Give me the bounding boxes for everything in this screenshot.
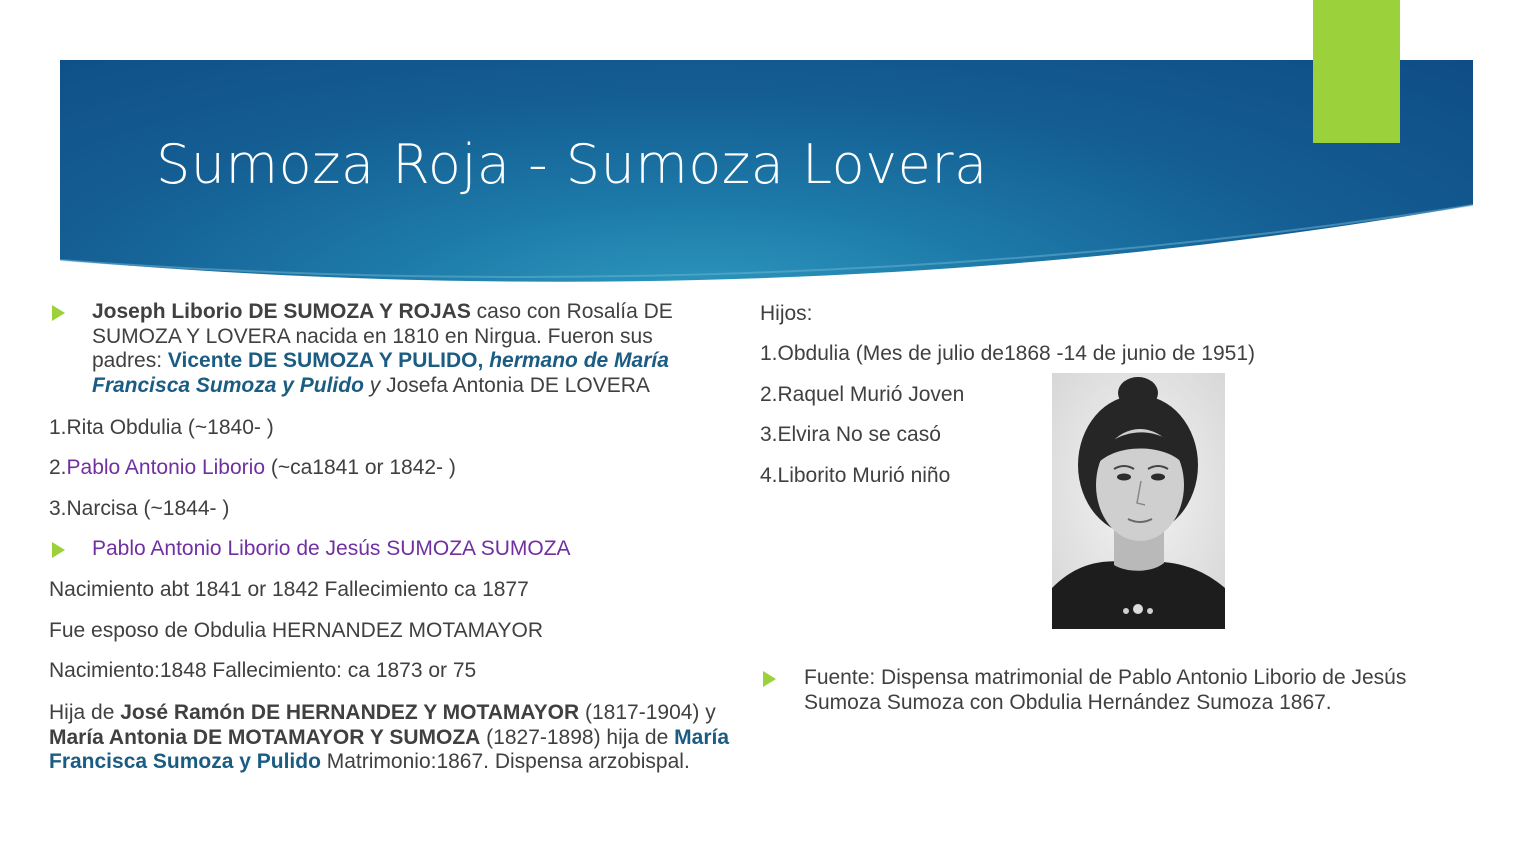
spouse-line: Fue esposo de Obdulia HERNANDEZ MOTAMAYOR xyxy=(49,619,544,642)
y-conj: y xyxy=(363,373,381,397)
intro-text: caso con Rosalía DE SUMOZA Y LOVERA nacida en 1810 en Nirgua. Fueron sus padres: xyxy=(92,300,673,372)
portrait-photo xyxy=(1052,373,1225,629)
maria-antonia-name: María Antonia DE MOTAMAYOR Y SUMOZA xyxy=(49,725,481,749)
hija-t4: Matrimonio:1867. Dispensa arzobispal. xyxy=(320,750,690,773)
bullet-arrow-icon xyxy=(763,671,776,687)
hijos-label: Hijos: xyxy=(760,302,813,325)
intro-paragraph xyxy=(92,300,722,398)
hija-t1: Hija de xyxy=(49,701,121,724)
maria-francisca-name: María Francisca Sumoza y Pulido xyxy=(49,725,729,773)
child-1: 1.Rita Obdulia (~1840- ) xyxy=(49,416,274,439)
child-2-name: Pablo Antonio Liborio xyxy=(66,456,266,479)
hija-t2: (1817-1904) y xyxy=(579,701,716,724)
child-2 xyxy=(49,456,456,481)
child-2-dates: (~ca1841 or 1842- ) xyxy=(265,456,456,479)
hijo-3: 3.Elvira No se casó xyxy=(760,423,941,446)
hijo-4: 4.Liborito Murió niño xyxy=(760,464,951,487)
bullet-arrow-icon xyxy=(52,305,65,321)
source-note: Fuente: Dispensa matrimonial de Pablo Antonio Liborio de Jesús Sumoza Sumoza con Obdulia Hernández Sumoza 1867. xyxy=(804,666,1407,714)
accent-tab xyxy=(1313,0,1400,143)
child-2-num: 2. xyxy=(49,456,67,479)
josefa-name: Josefa Antonia DE LOVERA xyxy=(380,373,650,397)
jose-ramon-name: José Ramón DE HERNANDEZ Y MOTAMAYOR xyxy=(120,701,580,724)
joseph-name: Joseph Liborio DE SUMOZA Y ROJAS xyxy=(92,300,471,323)
bullet-arrow-icon xyxy=(52,542,65,558)
hija-t3: (1827-1898) hija de xyxy=(480,725,675,749)
banner-curve xyxy=(60,185,1473,285)
hija-paragraph xyxy=(49,701,754,775)
hijo-2: 2.Raquel Murió Joven xyxy=(760,383,965,406)
child-3: 3.Narcisa (~1844- ) xyxy=(49,497,230,520)
pablo-heading: Pablo Antonio Liborio de Jesús SUMOZA SUMOZA xyxy=(92,537,571,560)
birth-line: Nacimiento abt 1841 or 1842 Fallecimiento ca 1877 xyxy=(49,578,529,601)
hijo-1: 1.Obdulia (Mes de julio de1868 -14 de junio de 1951) xyxy=(760,342,1256,365)
spouse-dates: Nacimiento:1848 Fallecimiento: ca 1873 or 75 xyxy=(49,659,477,682)
slide-title: Sumoza Roja - Sumoza Lovera xyxy=(156,133,988,196)
vicente-name: Vicente DE SUMOZA Y PULIDO, xyxy=(167,349,484,372)
sister-note: hermano de María Francisca Sumoza y Pulido xyxy=(92,349,669,397)
